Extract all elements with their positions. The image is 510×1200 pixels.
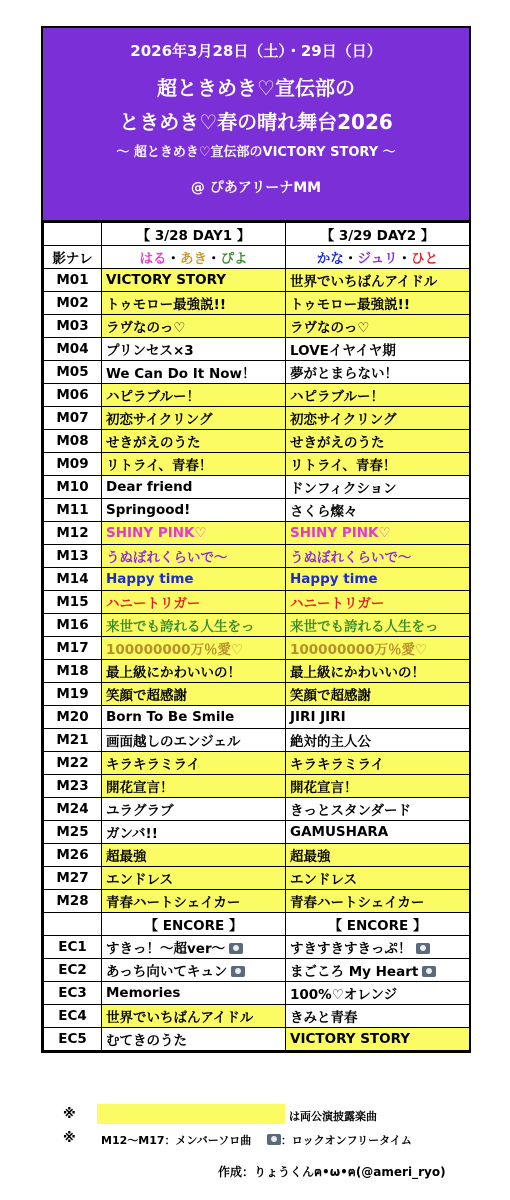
day2-song: [286, 407, 470, 430]
song-title: VICTORY STORY: [290, 1031, 411, 1047]
song-title: 来世でも誇れる人生をっ: [106, 619, 255, 635]
song-title: Born To Be Smile: [106, 709, 235, 725]
day2-song: [286, 315, 470, 338]
song-title: キラキラミライ: [290, 757, 385, 773]
song-number: EC1: [44, 936, 102, 959]
song-title: ハニートリガー: [106, 596, 201, 612]
song-title: VICTORY STORY: [106, 272, 227, 288]
song-number: M25: [44, 821, 102, 844]
table-row: [44, 637, 470, 660]
table-row: [44, 982, 470, 1005]
song-title: 最上級にかわいいの！: [290, 665, 425, 681]
table-row: [44, 476, 470, 499]
event-title: [43, 71, 469, 139]
song-title: 世界でいちばんアイドル: [290, 274, 438, 290]
day-header-row: [44, 223, 470, 246]
song-title: うぬぼれくらいで〜: [106, 550, 228, 566]
note-solo-text: M12〜M17：メンバーソロ曲: [101, 1134, 252, 1147]
member-name: あき: [180, 251, 207, 267]
song-title: Dear friend: [106, 479, 193, 495]
table-row: [44, 499, 470, 522]
day2-song: [286, 568, 470, 591]
song-title: リトライ、青春！: [290, 458, 397, 474]
song-title: 絶対的主人公: [290, 734, 371, 750]
day1-song: [102, 545, 286, 568]
day2-song: [286, 1028, 470, 1051]
song-title: ラヴなのっ♡: [290, 320, 370, 336]
day2-song: [286, 476, 470, 499]
legend-notes: [63, 1104, 483, 1152]
song-title: 超最強: [106, 849, 147, 865]
day2-song: [286, 729, 470, 752]
kage-row: [44, 246, 470, 269]
song-title: きみと青春: [290, 1010, 358, 1026]
day1-song: [102, 637, 286, 660]
day1-song: [102, 453, 286, 476]
song-title: 夢がとまらない！: [290, 366, 398, 382]
kage-separator: ・: [397, 251, 412, 267]
song-title: Springood!: [106, 502, 191, 518]
note-solo: [101, 1132, 412, 1148]
song-number: M03: [44, 315, 102, 338]
day1-label: 【 3/28 DAY1 】: [102, 223, 286, 246]
song-title: あっち向いてキュン: [106, 964, 228, 980]
table-row: [44, 338, 470, 361]
song-number: M16: [44, 614, 102, 637]
song-title: エンドレス: [290, 872, 358, 888]
day1-song: [102, 338, 286, 361]
note-free-text: ：ロックオンフリータイム: [280, 1134, 412, 1147]
day1-song: [102, 752, 286, 775]
title-line-1: 超ときめき♡宣伝部の: [157, 76, 355, 100]
song-number: EC5: [44, 1028, 102, 1051]
song-title: 画面越しのエンジェル: [106, 734, 241, 750]
table-row: [44, 522, 470, 545]
blank-cell: [44, 223, 102, 246]
credit-text: 作成：りょうくんฅ•ω•ฅ(@ameri_ryo): [218, 1165, 446, 1179]
day1-song: [102, 591, 286, 614]
day1-song: [102, 775, 286, 798]
day1-song: [102, 660, 286, 683]
song-title: ユラグラブ: [106, 803, 174, 819]
legend-row-highlight: [63, 1104, 483, 1128]
table-row: [44, 752, 470, 775]
song-number: M22: [44, 752, 102, 775]
table-row: [44, 683, 470, 706]
day2-song: [286, 1005, 470, 1028]
day1-song: [102, 706, 286, 729]
day2-song: [286, 545, 470, 568]
song-title: 笑顔で超感謝: [106, 688, 187, 704]
day1-song: [102, 1028, 286, 1051]
day1-song: [102, 867, 286, 890]
song-title: トゥモロー最強説!!: [290, 297, 410, 313]
song-title: せきがえのうた: [106, 435, 201, 451]
note-both-days: は両公演披露楽曲: [289, 1110, 377, 1123]
day2-song: [286, 637, 470, 660]
song-title: 笑顔で超感謝: [290, 688, 371, 704]
song-number: EC2: [44, 959, 102, 982]
song-number: M26: [44, 844, 102, 867]
song-number: M23: [44, 775, 102, 798]
song-title: 初恋サイクリング: [290, 412, 397, 428]
day1-song: [102, 361, 286, 384]
kage-label: 影ナレ: [44, 246, 102, 269]
day2-song: [286, 844, 470, 867]
song-number: M21: [44, 729, 102, 752]
song-title: 初恋サイクリング: [106, 412, 213, 428]
day2-song: [286, 867, 470, 890]
day2-song: [286, 936, 470, 959]
day2-song: [286, 591, 470, 614]
song-title: ラヴなのっ♡: [106, 320, 186, 336]
song-title: ハニートリガー: [290, 596, 385, 612]
day2-song: [286, 821, 470, 844]
song-title: すきっ！〜超ver〜: [106, 941, 226, 957]
day2-song: [286, 522, 470, 545]
day2-song: [286, 775, 470, 798]
member-name: はる: [139, 251, 167, 267]
day1-song: [102, 844, 286, 867]
camera-icon: [416, 943, 430, 954]
event-date: 2026年3月28日（土）・29日（日）: [130, 42, 382, 60]
kage-day2: [286, 246, 470, 269]
header-banner: [43, 28, 469, 222]
day2-song: [286, 890, 470, 913]
day1-song: [102, 1005, 286, 1028]
day1-song: [102, 890, 286, 913]
table-row: [44, 453, 470, 476]
song-number: M20: [44, 706, 102, 729]
encore-label: 【 ENCORE 】: [102, 913, 286, 936]
note-mark: ※: [63, 1107, 76, 1122]
table-row: [44, 890, 470, 913]
song-number: M10: [44, 476, 102, 499]
table-row: [44, 269, 470, 292]
song-title: SHINY PINK♡: [290, 525, 391, 541]
song-title: 青春ハートシェイカー: [106, 895, 241, 911]
table-row: [44, 936, 470, 959]
song-title: プリンセス×3: [106, 343, 194, 359]
day2-song: [286, 269, 470, 292]
song-title: Happy time: [106, 571, 194, 587]
song-title: むてきのうた: [106, 1033, 187, 1049]
day2-song: [286, 982, 470, 1005]
day1-song: [102, 476, 286, 499]
kage-separator: ・: [343, 251, 358, 267]
day1-song: [102, 499, 286, 522]
day1-song: [102, 430, 286, 453]
member-name: ひと: [411, 251, 439, 267]
song-title: ハピラブルー！: [106, 389, 200, 405]
song-number: M07: [44, 407, 102, 430]
member-name: ジュリ: [357, 251, 398, 267]
camera-icon: [231, 966, 245, 977]
setlist-frame: [41, 26, 471, 1053]
song-title: 超最強: [290, 849, 331, 865]
encore-header-row: [44, 913, 470, 936]
song-title: JIRI JIRI: [290, 709, 346, 725]
table-row: [44, 614, 470, 637]
day1-song: [102, 729, 286, 752]
table-row: [44, 798, 470, 821]
song-title: うぬぼれくらいで〜: [290, 550, 412, 566]
song-title: リトライ、青春！: [106, 458, 213, 474]
table-row: [44, 361, 470, 384]
legend-row-solo: [63, 1128, 483, 1152]
song-title: SHINY PINK♡: [106, 525, 207, 541]
song-title: きっとスタンダード: [290, 803, 411, 819]
song-title: 最上級にかわいいの！: [106, 665, 241, 681]
song-number: M06: [44, 384, 102, 407]
day1-song: [102, 683, 286, 706]
day2-song: [286, 338, 470, 361]
song-title: すきすきすきっぷ！: [290, 941, 412, 957]
setlist-table: [43, 222, 470, 1051]
day2-song: [286, 752, 470, 775]
day2-song: [286, 614, 470, 637]
song-title: さくら燦々: [290, 504, 358, 520]
song-title: キラキラミライ: [106, 757, 201, 773]
song-number: M24: [44, 798, 102, 821]
day2-song: [286, 453, 470, 476]
day1-song: [102, 959, 286, 982]
day1-song: [102, 614, 286, 637]
table-row: [44, 844, 470, 867]
day2-song: [286, 384, 470, 407]
table-row: [44, 292, 470, 315]
song-number: M12: [44, 522, 102, 545]
table-row: [44, 867, 470, 890]
song-number: M11: [44, 499, 102, 522]
song-title: まごころ My Heart: [290, 964, 419, 980]
day2-song: [286, 430, 470, 453]
table-row: [44, 959, 470, 982]
song-title: 世界でいちばんアイドル: [106, 1010, 254, 1026]
day1-song: [102, 522, 286, 545]
member-name: かな: [316, 251, 344, 267]
song-title: トゥモロー最強説!!: [106, 297, 226, 313]
song-number: M17: [44, 637, 102, 660]
song-title: GAMUSHARA: [290, 824, 389, 840]
table-row: [44, 1005, 470, 1028]
day1-song: [102, 821, 286, 844]
table-row: [44, 315, 470, 338]
day2-song: [286, 959, 470, 982]
song-title: ハピラブルー！: [290, 389, 384, 405]
table-row: [44, 430, 470, 453]
camera-icon: [267, 1134, 281, 1145]
note-mark: ※: [63, 1131, 76, 1146]
song-number: M14: [44, 568, 102, 591]
encore-label: 【 ENCORE 】: [286, 913, 470, 936]
day1-song: [102, 292, 286, 315]
day2-song: [286, 683, 470, 706]
song-title: LOVEイヤイヤ期: [290, 343, 396, 359]
song-number: M18: [44, 660, 102, 683]
song-number: EC3: [44, 982, 102, 1005]
blank-cell: [44, 913, 102, 936]
table-row: [44, 706, 470, 729]
song-number: M19: [44, 683, 102, 706]
song-number: M05: [44, 361, 102, 384]
song-title: 100%♡オレンジ: [290, 987, 398, 1003]
day1-song: [102, 315, 286, 338]
song-number: M13: [44, 545, 102, 568]
camera-icon: [229, 943, 243, 954]
event-subtitle: 〜 超ときめき♡宣伝部のVICTORY STORY 〜: [116, 145, 396, 160]
title-line-2: ときめき♡春の晴れ舞台2026: [119, 110, 393, 134]
song-number: EC4: [44, 1005, 102, 1028]
day2-song: [286, 292, 470, 315]
table-row: [44, 591, 470, 614]
song-title: 開花宣言！: [106, 780, 174, 796]
song-title: ドンフィクション: [290, 481, 397, 497]
kage-separator: ・: [166, 251, 180, 267]
day1-song: [102, 568, 286, 591]
table-row: [44, 384, 470, 407]
song-title: Memories: [106, 985, 181, 1001]
song-title: 100000000万％愛♡: [290, 642, 428, 658]
song-number: M28: [44, 890, 102, 913]
kage-day1: [102, 246, 286, 269]
day2-song: [286, 798, 470, 821]
song-title: We Can Do It Now！: [106, 366, 256, 382]
song-title: エンドレス: [106, 872, 174, 888]
song-number: M27: [44, 867, 102, 890]
event-venue: @ ぴあアリーナMM: [190, 180, 322, 196]
kage-separator: ・: [207, 251, 221, 267]
day1-song: [102, 384, 286, 407]
song-title: 来世でも誇れる人生をっ: [290, 619, 439, 635]
camera-icon: [422, 966, 436, 977]
song-title: 100000000万％愛♡: [106, 642, 244, 658]
day2-song: [286, 499, 470, 522]
song-number: M09: [44, 453, 102, 476]
table-row: [44, 1028, 470, 1051]
day1-song: [102, 798, 286, 821]
day2-song: [286, 706, 470, 729]
song-number: M01: [44, 269, 102, 292]
song-title: 青春ハートシェイカー: [290, 895, 425, 911]
member-name: ぴよ: [220, 251, 248, 267]
table-row: [44, 545, 470, 568]
table-row: [44, 660, 470, 683]
highlight-swatch: [97, 1104, 285, 1124]
day2-label: 【 3/29 DAY2 】: [286, 223, 470, 246]
day1-song: [102, 982, 286, 1005]
day1-song: [102, 269, 286, 292]
song-number: M15: [44, 591, 102, 614]
day2-song: [286, 361, 470, 384]
table-row: [44, 729, 470, 752]
table-row: [44, 775, 470, 798]
song-title: せきがえのうた: [290, 435, 385, 451]
song-title: Happy time: [290, 571, 378, 587]
song-number: M04: [44, 338, 102, 361]
song-title: ガンバ!!: [106, 826, 158, 842]
song-number: M02: [44, 292, 102, 315]
day2-song: [286, 660, 470, 683]
day1-song: [102, 936, 286, 959]
table-row: [44, 821, 470, 844]
day1-song: [102, 407, 286, 430]
table-row: [44, 407, 470, 430]
song-number: M08: [44, 430, 102, 453]
table-row: [44, 568, 470, 591]
song-title: 開花宣言！: [290, 780, 358, 796]
